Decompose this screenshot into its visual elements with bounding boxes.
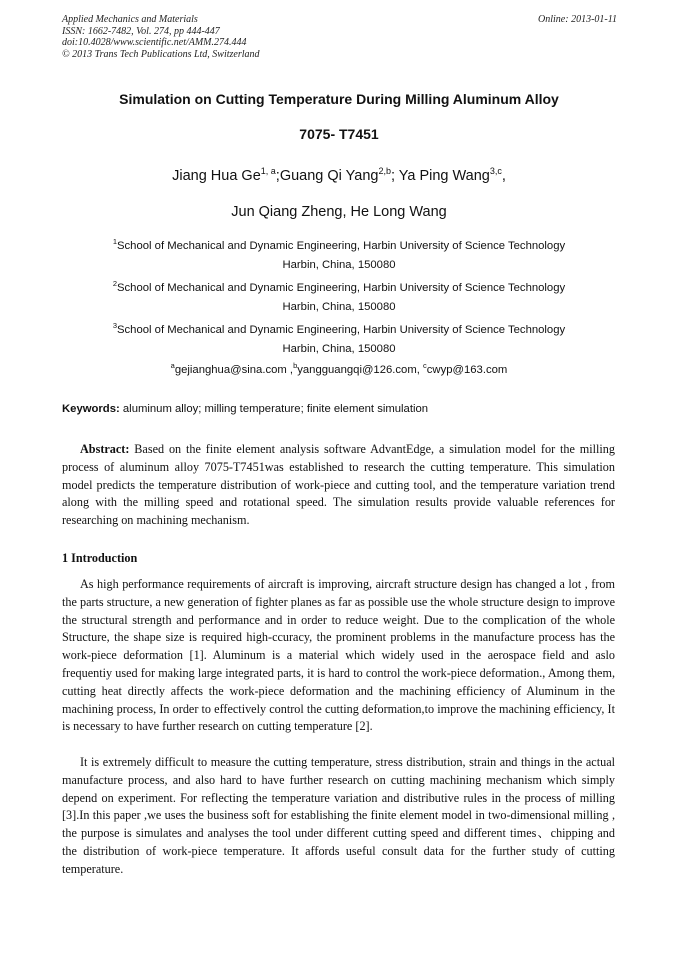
journal-header	[62, 14, 617, 60]
journal-name: Applied Mechanics and Materials	[62, 14, 198, 25]
affiliation-institution: School of Mechanical and Dynamic Engineering, Harbin University of Science Technology	[117, 324, 566, 336]
affiliation	[62, 237, 616, 275]
body-paragraph: As high performance requirements of aircraft is improving, aircraft structure design has changed a lot , from the parts structure, a new generation of fighter planes as far as possible use the whole structure design to improve the structural strength and performance and in order to reduce weight. Due to the complication of the whole Structure, the shape size is required high-ccuracy, the prominent problems in the manufacture process has the work-piece deformation [1]. Aluminum is a material which widely used in the aerospace field and aslo frequentiy used for making large integrated parts, it is hard to control the work-piece deformation., Among them, cutting heat directly affects the work-piece deformation and the machining efficiency of Aluminum in the machining process, In order to effectively control the cutting deformation,to improve the machining efficiency, It is necessary to have further research on cutting temperature [2].	[62, 577, 615, 734]
author-emails	[62, 361, 616, 376]
author-name: ; Ya Ping Wang	[390, 168, 490, 184]
email-link[interactable]: yangguangqi@126.com,	[297, 364, 424, 376]
author-name: ;Guang Qi Yang	[275, 168, 379, 184]
affiliation-number: 3	[112, 321, 117, 330]
affiliation-address: Harbin, China, 150080	[282, 343, 396, 355]
abstract-text: Based on the finite element analysis software AdvantEdge, a simulation model for the milling process of aluminum alloy 7075-T7451was established to research the cutting temperature. This simulation model predicts the temperature distribution of work-piece and cutting tool, and the temperature variation trend along with the milling speed and rotational speed. The simulation results provide valuable references for researching on machining mechanism.	[62, 442, 615, 528]
paper-title-line2: 7075- T7451	[299, 126, 379, 142]
email-sup: b	[293, 361, 298, 370]
author-list	[62, 168, 616, 184]
keywords-label: Keywords:	[62, 403, 120, 415]
email-sup: c	[423, 361, 427, 370]
issn-line: ISSN: 1662-7482, Vol. 274, pp 444-447	[62, 25, 220, 37]
body-paragraph: It is extremely difficult to measure the cutting temperature, stress distribution, strain and things in the actual manufacture process, and also hard to have further research on cutting machining mechanism which simply depend on experiment. For reflecting the temperature variation and distributive rules in the process of milling [3].In this paper ,we uses the business soft for establishing the finite element model in two-dimensional milling , the purpose is simulates and analyses the tool under different cutting speed and different times、chipping and the distribution of work-piece temperature. It affords useful consult data for the further study of cutting temperature.	[62, 755, 615, 876]
affiliation-institution: School of Mechanical and Dynamic Engineering, Harbin University of Science Technology	[117, 282, 566, 294]
keywords-text: aluminum alloy; milling temperature; finite element simulation	[119, 403, 429, 415]
abstract	[62, 441, 615, 530]
author-sup: 1, a	[260, 166, 276, 176]
author-separator: ,	[501, 168, 506, 184]
doi-line: doi:10.4028/www.scientific.net/AMM.274.444	[62, 37, 247, 48]
author-name: Jiang Hua Ge	[172, 168, 261, 184]
online-date: Online: 2013-01-11	[538, 14, 617, 25]
affiliation	[62, 321, 616, 359]
email-link[interactable]: gejianghua@sina.com ,	[174, 364, 294, 376]
abstract-label: Abstract:	[80, 442, 130, 456]
affiliation	[62, 279, 616, 317]
affiliation-number: 2	[112, 279, 117, 288]
affiliation-institution: School of Mechanical and Dynamic Engineering, Harbin University of Science Technology	[117, 240, 566, 252]
section-heading: 1 Introduction	[62, 551, 138, 565]
copyright-line: © 2013 Trans Tech Publications Ltd, Switzerland	[62, 48, 260, 60]
email-link[interactable]: cwyp@163.com	[426, 364, 508, 376]
keywords	[62, 403, 616, 415]
affiliation-number: 1	[112, 237, 117, 246]
email-sup: a	[170, 361, 175, 370]
author-list-line2: Jun Qiang Zheng, He Long Wang	[231, 204, 447, 220]
author-sup: 2,b	[378, 166, 391, 176]
affiliation-address: Harbin, China, 150080	[282, 301, 396, 313]
author-sup: 3,c	[489, 166, 502, 176]
paper-title-line1: Simulation on Cutting Temperature During Milling Aluminum Alloy	[119, 91, 559, 107]
affiliation-address: Harbin, China, 150080	[282, 259, 396, 271]
